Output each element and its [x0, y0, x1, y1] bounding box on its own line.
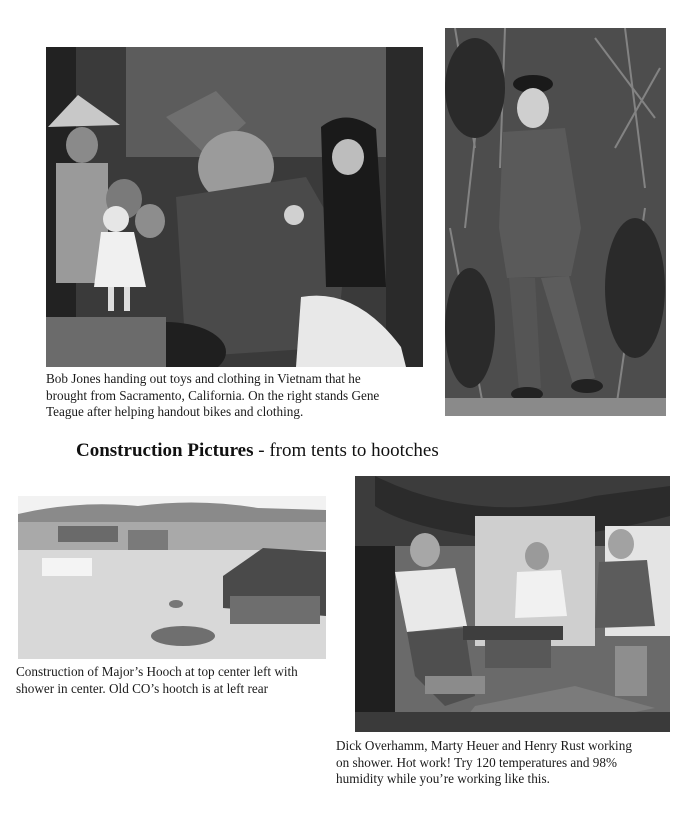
- men-working-image: [355, 476, 670, 732]
- caption-shower-line-3: humidity while you’re working like this.: [336, 771, 550, 786]
- soldier-with-children-image: [46, 47, 423, 367]
- caption-hooch-line-2: shower in center. Old CO’s hootch is at left rear: [16, 680, 268, 696]
- caption-hooch: [16, 664, 346, 697]
- construction-site-image: [18, 496, 326, 659]
- caption-toys-line-2: brought from Sacramento, California. On the right stands Gene: [46, 387, 380, 403]
- section-heading-bold: Construction Pictures: [76, 440, 254, 461]
- caption-shower-line-2: on shower. Hot work! Try 120 temperatures and 98%: [336, 754, 617, 770]
- caption-shower: [336, 738, 696, 788]
- caption-toys: [46, 371, 446, 421]
- photo-gene-teague: [445, 28, 666, 416]
- caption-hooch-line-1: Construction of Major’s Hooch at top center left with: [16, 664, 298, 679]
- photo-bob-jones-toys: [46, 47, 423, 367]
- photo-majors-hooch: [18, 496, 326, 659]
- section-heading-rest: - from tents to hootches: [253, 440, 439, 461]
- caption-toys-line-3: Teague after helping handout bikes and clothing.: [46, 404, 304, 419]
- caption-shower-line-1: Dick Overhamm, Marty Heuer and Henry Rust working: [336, 738, 632, 753]
- caption-toys-line-1: Bob Jones handing out toys and clothing in Vietnam that he: [46, 371, 361, 386]
- soldier-in-jungle-image: [445, 28, 666, 416]
- photo-shower-work: [355, 476, 670, 732]
- section-heading: [76, 440, 439, 462]
